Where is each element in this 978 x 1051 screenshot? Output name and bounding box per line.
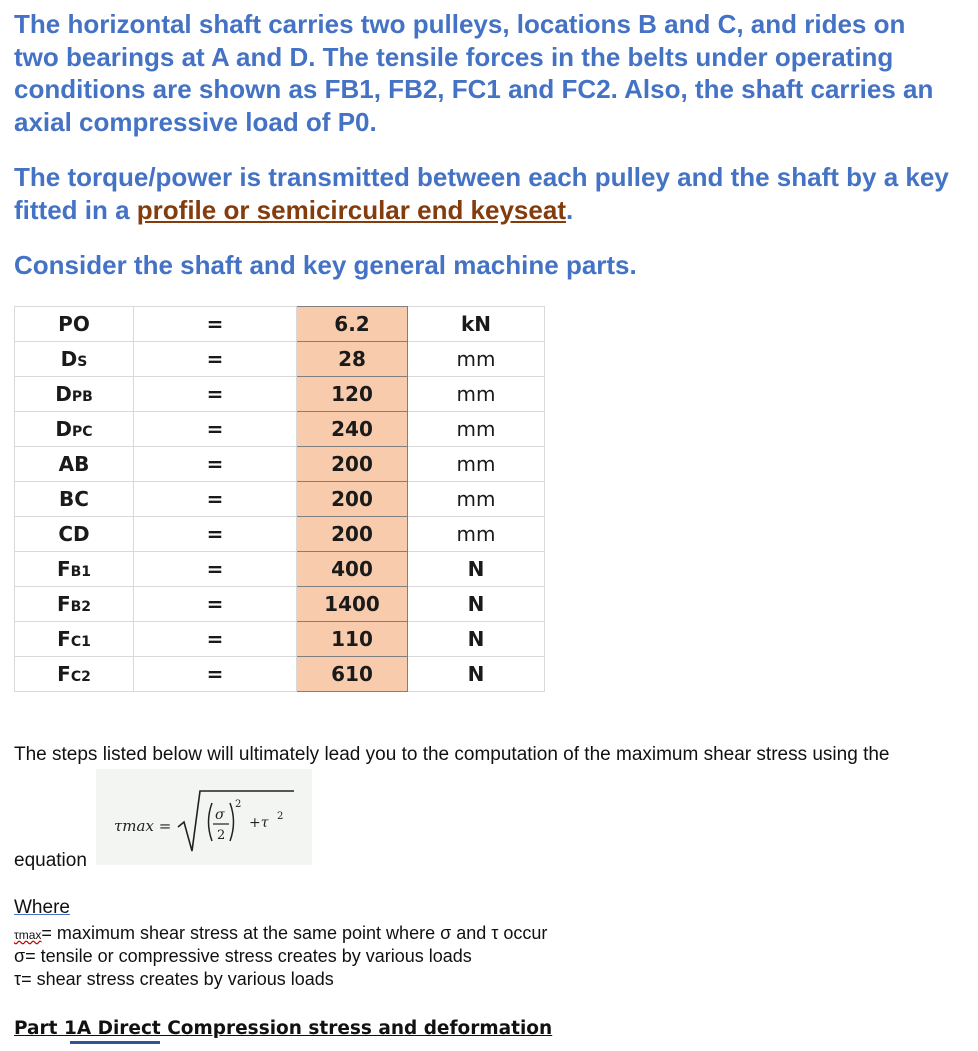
intro-paragraph-2-end: .	[565, 194, 574, 225]
parameter-subscript: B2	[70, 599, 92, 615]
parameter-unit: N	[408, 657, 545, 692]
parameter-name	[15, 482, 134, 517]
parameter-unit: mm	[408, 517, 545, 552]
parameter-name	[15, 377, 134, 412]
parameter-name	[15, 657, 134, 692]
equals-sign: =	[134, 412, 297, 447]
parameter-table	[14, 306, 545, 692]
parameter-value-cell[interactable]: 200	[297, 517, 408, 552]
formula-lhs: τmax =	[114, 817, 172, 835]
equals-sign: =	[134, 622, 297, 657]
parameter-symbol: D	[60, 347, 78, 371]
equals-sign: =	[134, 587, 297, 622]
parameter-row	[15, 517, 545, 552]
parameter-name	[15, 307, 134, 342]
sigma-definition: σ= tensile or compressive stress creates by various loads	[14, 946, 472, 966]
parameter-symbol: AB	[58, 452, 90, 476]
parameter-symbol: BC	[59, 487, 89, 511]
part-1a-heading: Part 1A Direct Compression stress and deformation	[14, 1018, 553, 1039]
keyseat-link[interactable]: profile or semicircular end keyseat	[136, 194, 566, 225]
equals-sign: =	[134, 307, 297, 342]
parameter-subscript: C2	[70, 669, 91, 685]
formula-exponent: 2	[235, 799, 242, 810]
parameter-symbol: D	[55, 382, 72, 406]
parameter-row	[15, 342, 545, 377]
equation-label: equation	[14, 850, 87, 871]
equals-sign: =	[134, 447, 297, 482]
parameter-name	[15, 412, 134, 447]
formula-tau-exponent: 2	[277, 811, 284, 822]
parameter-subscript: B1	[70, 564, 92, 580]
parameter-unit: N	[408, 587, 545, 622]
parameter-row	[15, 482, 545, 517]
equals-sign: =	[134, 482, 297, 517]
parameter-subscript: C1	[70, 634, 91, 650]
where-heading: Where	[14, 897, 70, 918]
parameter-unit: mm	[408, 482, 545, 517]
parameter-name	[15, 447, 134, 482]
parameter-row	[15, 377, 545, 412]
equals-sign: =	[134, 342, 297, 377]
parameter-value-cell[interactable]: 240	[297, 412, 408, 447]
parameter-unit: kN	[408, 307, 545, 342]
tau-max-symbol: τmax	[14, 928, 42, 942]
parameter-unit: mm	[408, 412, 545, 447]
parameter-symbol: F	[57, 662, 71, 686]
tau-max-definition	[14, 923, 547, 944]
parameter-value-cell[interactable]: 28	[297, 342, 408, 377]
tau-max-text: = maximum shear stress at the same point where σ and τ occur	[41, 923, 548, 943]
formula-graphic	[96, 769, 312, 865]
parameter-row	[15, 622, 545, 657]
parameter-symbol: F	[56, 592, 71, 616]
parameter-value-cell[interactable]: 110	[297, 622, 408, 657]
parameter-symbol: CD	[58, 522, 90, 546]
parameter-name	[15, 622, 134, 657]
parameter-value-cell[interactable]: 6.2	[297, 307, 408, 342]
tau-definition: τ= shear stress creates by various loads	[14, 969, 334, 989]
parameter-value-cell[interactable]: 400	[297, 552, 408, 587]
equals-sign: =	[134, 377, 297, 412]
equals-sign: =	[134, 517, 297, 552]
formula-plus-tau: +τ	[249, 815, 269, 831]
left-paren	[209, 803, 213, 841]
parameter-name	[15, 587, 134, 622]
formula-two: 2	[217, 828, 226, 843]
intro-paragraph-3: Consider the shaft and key general machine parts.	[14, 250, 637, 280]
parameter-row	[15, 587, 545, 622]
parameter-name	[15, 517, 134, 552]
intro-text	[14, 8, 954, 282]
equals-sign: =	[134, 552, 297, 587]
parameter-unit: N	[408, 622, 545, 657]
right-paren	[230, 803, 234, 841]
parameter-unit: mm	[408, 447, 545, 482]
intro-paragraph-2-text: The torque/power is transmitted between each pulley and the shaft by a key fitted in a	[14, 162, 949, 225]
parameter-subscript: S	[77, 354, 88, 370]
max-shear-formula	[96, 769, 312, 865]
parameter-row	[15, 552, 545, 587]
intro-paragraph-2	[14, 161, 954, 226]
heading-underline-accent	[70, 1041, 160, 1044]
parameter-symbol: F	[57, 627, 71, 651]
parameter-value-cell[interactable]: 200	[297, 482, 408, 517]
parameter-row	[15, 447, 545, 482]
parameter-row	[15, 412, 545, 447]
intro-paragraph-1: The horizontal shaft carries two pulleys, locations B and C, and rides on two bearings at A and D. The tensile forces in the belts under operating conditions are shown as FB1, FB2, FC1 and FC2. Also, the shaft carries an axial compressive load of P0.	[14, 9, 934, 137]
parameter-symbol: F	[56, 557, 71, 581]
parameter-value-cell[interactable]: 1400	[297, 587, 408, 622]
parameter-value-cell[interactable]: 200	[297, 447, 408, 482]
parameter-symbol: PO	[58, 312, 90, 336]
parameter-subscript: PC	[72, 424, 93, 440]
parameter-name	[15, 552, 134, 587]
parameter-value-cell[interactable]: 120	[297, 377, 408, 412]
parameter-unit: N	[408, 552, 545, 587]
parameter-name	[15, 342, 134, 377]
parameter-subscript: PB	[71, 389, 93, 405]
parameter-value-cell[interactable]: 610	[297, 657, 408, 692]
steps-text: The steps listed below will ultimately lead you to the computation of the maximum shear stress using the	[14, 744, 890, 765]
parameter-unit: mm	[408, 342, 545, 377]
equals-sign: =	[134, 657, 297, 692]
parameter-symbol: D	[55, 417, 73, 441]
parameter-unit: mm	[408, 377, 545, 412]
formula-sigma: σ	[215, 807, 225, 823]
parameter-row	[15, 657, 545, 692]
parameter-row	[15, 307, 545, 342]
